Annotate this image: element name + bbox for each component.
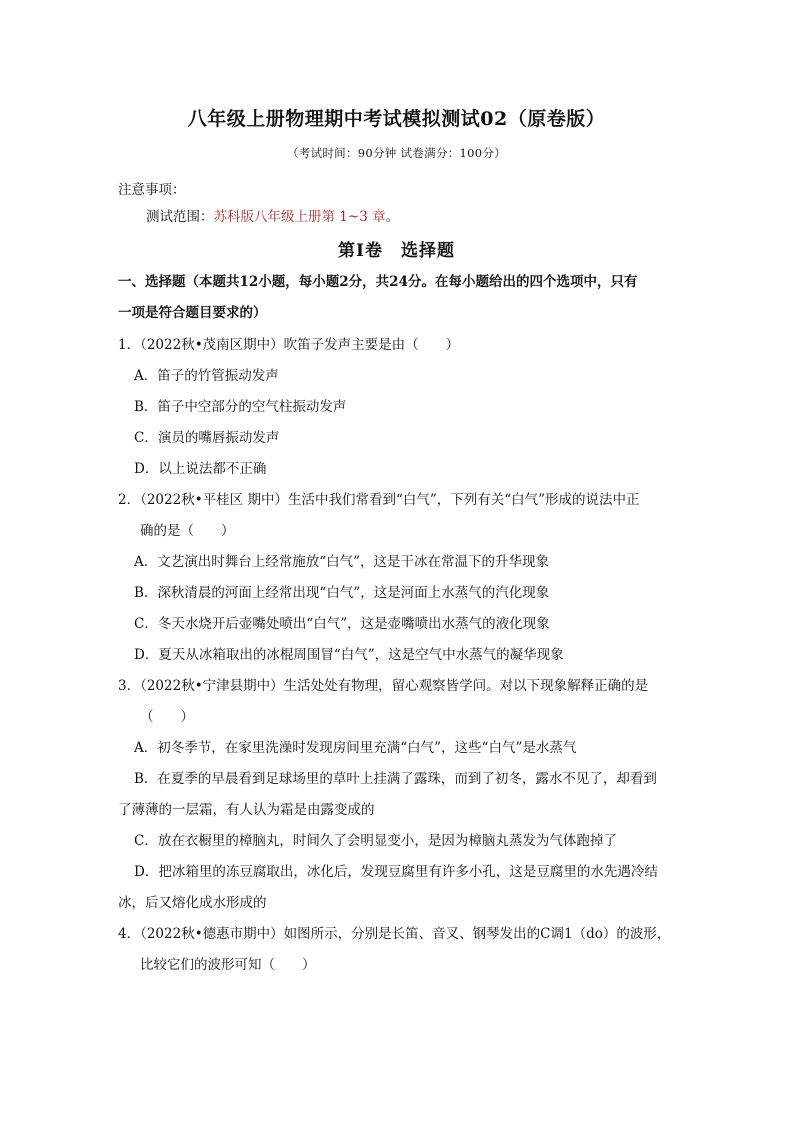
question-2-stem-line2: 确的是（ ） [140, 523, 235, 539]
question-1-option-b: B．笛子中空部分的空气柱振动发声 [134, 399, 347, 415]
question-2-option-c: C．冬天水烧开后壶嘴处喷出“白气”，这是壶嘴喷出水蒸气的液化现象 [134, 616, 550, 632]
question-1-option-c: C．演员的嘴唇振动发声 [134, 430, 280, 446]
part-one-heading-line2: 一项是符合题目要求的） [118, 305, 267, 321]
question-4-stem-line1: 4．（2022秋•德惠市期中）如图所示，分别是长笛、音叉、钢琴发出的C调1（do）的波形， [118, 926, 671, 942]
question-3-option-d-line1: D．把冰箱里的冻豆腐取出，冰化后，发现豆腐里有许多小孔，这是豆腐里的水先遇冷结 [134, 864, 658, 880]
question-2-option-d: D．夏天从冰箱取出的冰棍周围冒“白气”，这是空气中水蒸气的凝华现象 [134, 647, 564, 663]
test-scope [146, 205, 399, 225]
scope-highlight: 苏科版八年级上册第 1~3 章 [213, 209, 386, 225]
question-3-option-b-line1: B．在夏季的早晨看到足球场里的草叶上挂满了露珠，而到了初冬，露水不见了，却看到 [134, 771, 657, 787]
exam-title: 八年级上册物理期中考试模拟测试02（原卷版） [187, 108, 606, 130]
question-3-stem-line2: （ ） [140, 709, 194, 725]
notice-label: 注意事项： [118, 182, 186, 198]
question-3-option-b-line2: 了薄薄的一层霜，有人认为霜是由露变成的 [118, 802, 375, 818]
exam-subtitle: （考试时间：90分钟 试卷满分：100分） [286, 146, 507, 160]
section-title [0, 236, 793, 261]
question-1-stem: 1．（2022秋•茂南区期中）吹笛子发声主要是由（ ） [118, 337, 460, 353]
question-3-option-d-line2: 冰，后又熔化成水形成的 [118, 895, 267, 911]
question-1-option-a: A．笛子的竹管振动发声 [134, 368, 279, 384]
section-title-part2: 选择题 [400, 241, 455, 261]
question-2-option-a: A．文艺演出时舞台上经常施放“白气”，这是干冰在常温下的升华现象 [134, 554, 550, 570]
question-3-option-c: C．放在衣橱里的樟脑丸，时间久了会明显变小，是因为樟脑丸蒸发为气体跑掉了 [134, 833, 617, 849]
question-3-stem-line1: 3．（2022秋•宁津县期中）生活处处有物理，留心观察皆学问。对以下现象解释正确的是 [118, 678, 649, 694]
section-title-part1: 第Ⅰ卷 [338, 241, 383, 261]
part-one-heading [118, 267, 678, 329]
question-1-option-d: D．以上说法都不正确 [134, 461, 267, 477]
question-3-option-a: A．初冬季节，在家里洗澡时发现房间里充满“白气”，这些“白气”是水蒸气 [134, 740, 577, 756]
question-2-stem-line1: 2．（2022秋•平桂区 期中）生活中我们常看到“白气”，下列有关“白气”形成的说法中正 [118, 492, 640, 508]
scope-suffix: 。 [385, 209, 400, 225]
question-2-option-b: B．深秋清晨的河面上经常出现“白气”，这是河面上水蒸气的汽化现象 [134, 585, 550, 601]
scope-prefix: 测试范围： [146, 209, 214, 225]
question-4-stem-line2: 比较它们的波形可知（ ） [140, 957, 316, 973]
part-one-heading-line1: 一、选择题（本题共12小题，每小题2分，共24分。在每小题给出的四个选项中，只有 [118, 274, 638, 290]
